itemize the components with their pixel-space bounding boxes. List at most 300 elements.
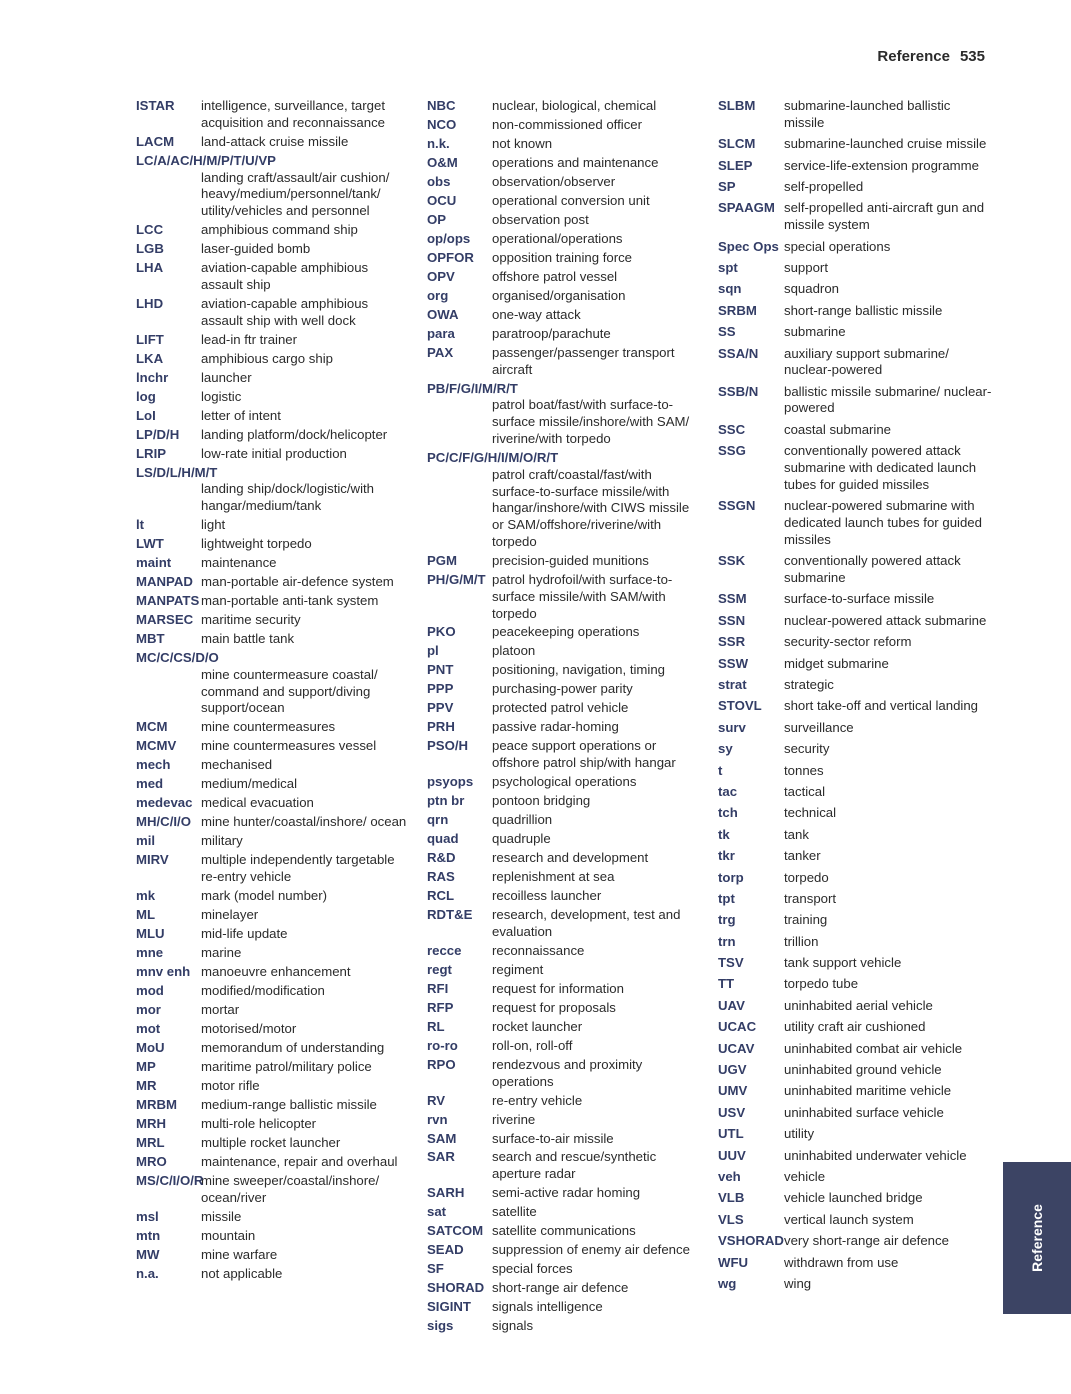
glossary-entry [136,98,411,132]
glossary-entry [136,738,411,755]
glossary-entry [136,964,411,981]
glossary-term: SSM [718,591,747,607]
glossary-definition: opposition training force [492,249,633,265]
glossary-entry [136,446,411,463]
glossary-entry [427,212,702,229]
glossary-term: PC/C/F/G/H/I/M/O/R/T [427,449,559,465]
glossary-term: sy [718,741,733,757]
glossary-definition: auxiliary support submarine/ nuclear-powered [784,345,949,378]
glossary-definition: maintenance [201,555,277,571]
glossary-entry [718,443,993,493]
glossary-entry [718,346,993,380]
glossary-entry [427,136,702,153]
glossary-term: PRH [427,719,455,735]
glossary-entry [718,422,993,439]
glossary-entry [427,793,702,810]
page-number: 535 [959,48,985,65]
glossary-term: SLEP [718,157,753,173]
glossary-term: TT [718,976,735,992]
glossary-term: NBC [427,98,456,113]
glossary-entry [718,1169,993,1186]
glossary-term: PH/G/M/T [427,571,486,587]
glossary-entry [136,222,411,239]
glossary-entry [136,945,411,962]
glossary-entry [136,153,411,220]
glossary-definition: medium/medical [201,776,298,792]
glossary-entry [136,555,411,572]
glossary-definition: peacekeeping operations [492,624,640,640]
glossary-entry [427,888,702,905]
glossary-definition: tonnes [784,762,824,778]
glossary-entry [718,591,993,608]
glossary-term: med [136,776,164,792]
glossary-entry [427,326,702,343]
glossary-entry [136,1021,411,1038]
glossary-definition: operations and maintenance [492,154,659,170]
glossary-entry [136,1097,411,1114]
glossary-term: tch [718,805,738,821]
glossary-term: pl [427,643,439,659]
glossary-term: MW [136,1246,160,1262]
glossary-entry [718,741,993,758]
glossary-term: sat [427,1204,447,1220]
glossary-entry [718,912,993,929]
glossary-term: RFI [427,980,449,996]
glossary-definition: maintenance, repair and overhaul [201,1153,398,1169]
glossary-entry [427,643,702,660]
glossary-entry [136,852,411,886]
glossary-definition: transport [784,890,837,906]
glossary-entry [427,700,702,717]
glossary-definition: aviation-capable amphibious assault ship with well dock [201,295,369,328]
glossary-term: LHA [136,260,164,276]
glossary-entry [136,1247,411,1264]
glossary-entry [427,1280,702,1297]
glossary-entry [136,427,411,444]
glossary-definition: replenishment at sea [492,869,615,885]
glossary-definition: letter of intent [201,407,281,423]
glossary-term: MRO [136,1153,167,1169]
glossary-definition: quadruple [492,831,551,847]
glossary-definition: short-range air defence [492,1280,629,1296]
glossary-definition: self-propelled [784,178,864,194]
glossary-entry [136,1116,411,1133]
glossary-definition: strategic [784,676,834,692]
glossary-term: Spec Ops [718,238,779,254]
glossary-definition: satellite communications [492,1223,636,1239]
glossary-entry [136,536,411,553]
glossary-definition: low-rate initial production [201,445,347,461]
glossary-term: LP/D/H [136,426,180,442]
glossary-definition: surface-to-surface missile [784,591,935,607]
glossary-term: LWT [136,536,164,552]
glossary-entry [427,155,702,172]
glossary-entry [427,553,702,570]
glossary-term: mne [136,945,164,961]
glossary-term: SSR [718,634,746,650]
glossary-entry [718,763,993,780]
glossary-term: spt [718,259,738,275]
glossary-definition: mine sweeper/coastal/inshore/ ocean/river [201,1172,380,1205]
glossary-entry [427,1019,702,1036]
glossary-definition: conventionally powered attack submarine [784,553,961,586]
glossary-entry [718,805,993,822]
glossary-entry [427,738,702,772]
glossary-entry [718,934,993,951]
glossary-term: para [427,325,455,341]
glossary-definition: multiple rocket launcher [201,1134,341,1150]
glossary-term: ISTAR [136,98,175,113]
glossary-entry [718,498,993,548]
glossary-definition: uninhabited underwater vehicle [784,1147,967,1163]
glossary-term: MARSEC [136,612,194,628]
glossary-definition: organised/organisation [492,287,626,303]
glossary-entry [718,1083,993,1100]
glossary-entry [136,814,411,831]
glossary-term: tac [718,783,738,799]
glossary-definition: uninhabited ground vehicle [784,1062,942,1078]
glossary-definition: laser-guided bomb [201,241,311,257]
glossary-entry [136,241,411,258]
glossary-term: PPV [427,700,454,716]
glossary-term: LC/A/AC/H/M/P/T/U/VP [136,152,276,168]
glossary-definition: mine hunter/coastal/inshore/ ocean [201,814,407,830]
glossary-definition: patrol hydrofoil/with surface-to- surface missile/with SAM/with torpedo [492,571,673,621]
glossary-term: PKO [427,624,456,640]
glossary-term: ro-ro [427,1037,458,1053]
glossary-term: tpt [718,890,735,906]
glossary-entry [136,1266,411,1283]
glossary-definition: recoilless launcher [492,888,602,904]
glossary-entry [427,1000,702,1017]
glossary-definition: aviation-capable amphibious assault ship [201,260,369,292]
glossary-definition: protected patrol vehicle [492,700,629,716]
glossary-entry [427,231,702,248]
glossary-definition: psychological operations [492,774,637,790]
glossary-definition: nuclear-powered attack submarine [784,612,987,628]
glossary-entry [427,269,702,286]
glossary-term: VSHORAD [718,1233,784,1249]
glossary-entry [427,288,702,305]
glossary-definition: amphibious cargo ship [201,350,333,366]
glossary-entry [136,593,411,610]
glossary-entry [718,1126,993,1143]
glossary-definition: logistic [201,388,242,404]
glossary-term: WFU [718,1254,749,1270]
glossary-definition: mark (model number) [201,888,328,904]
glossary-entry [718,634,993,651]
glossary-entry [427,1242,702,1259]
glossary-definition: regiment [492,961,544,977]
glossary-entry [718,1190,993,1207]
glossary-definition: coastal submarine [784,421,892,437]
glossary-definition: short-range ballistic missile [784,302,943,318]
glossary-entry [136,370,411,387]
glossary-term: LCC [136,222,164,238]
glossary-entry [427,869,702,886]
glossary-entry [427,1204,702,1221]
glossary-entry [718,870,993,887]
glossary-term: LKA [136,350,164,366]
glossary-entry [718,720,993,737]
glossary-term: PAX [427,344,454,360]
glossary-definition: squadron [784,281,839,297]
glossary-definition: very short-range air defence [784,1233,949,1249]
glossary-entry [427,681,702,698]
glossary-term: MP [136,1058,156,1074]
glossary-term: SSK [718,553,746,569]
glossary-entry [718,698,993,715]
glossary-definition: uninhabited surface vehicle [784,1104,944,1120]
glossary-entry [427,250,702,267]
glossary-definition: paratroop/parachute [492,325,611,341]
glossary-definition: mine warfare [201,1246,278,1262]
glossary-term: MC/C/CS/D/O [136,650,219,666]
glossary-entry [427,1131,702,1148]
glossary-entry [427,1093,702,1110]
glossary-term: qrn [427,812,449,828]
glossary-definition: not applicable [201,1265,283,1281]
glossary-term: SARH [427,1185,465,1201]
glossary-definition: operational/operations [492,230,623,246]
glossary-term: RAS [427,869,455,885]
glossary-term: lt [136,517,145,533]
glossary-term: torp [718,869,744,885]
glossary-definition: landing craft/assault/air cushion/ heavy/medium/personnel/tank/ utility/vehicles and personnel [201,169,390,219]
glossary-definition: security [784,741,830,757]
section-title: Reference [877,48,950,65]
glossary-entry [718,891,993,908]
glossary-definition: search and rescue/synthetic aperture radar [492,1149,657,1182]
glossary-definition: mountain [201,1227,256,1243]
glossary-term: MANPAD [136,574,193,590]
glossary-term: PPP [427,681,454,697]
glossary-entry [136,574,411,591]
glossary-entry [136,1002,411,1019]
glossary-definition: platoon [492,643,536,659]
glossary-term: LRIP [136,445,167,461]
glossary-entry [718,976,993,993]
glossary-definition: motorised/motor [201,1020,297,1036]
glossary-term: UGV [718,1062,747,1078]
glossary-column-3 [718,98,993,1297]
glossary-definition: surface-to-air missile [492,1130,614,1146]
glossary-definition: submarine-launched cruise missile [784,136,987,152]
glossary-term: PNT [427,662,454,678]
glossary-definition: wing [784,1275,812,1291]
glossary-definition: signals intelligence [492,1299,603,1315]
glossary-entry [718,1212,993,1229]
glossary-definition: pontoon bridging [492,793,591,809]
glossary-term: SS [718,324,736,340]
glossary-definition: manoeuvre enhancement [201,964,351,980]
glossary-entry [136,389,411,406]
glossary-term: mot [136,1020,161,1036]
glossary-term: ptn br [427,793,465,809]
glossary-definition: nuclear, biological, chemical [492,98,657,113]
glossary-definition: uninhabited aerial vehicle [784,997,933,1013]
glossary-term: LACM [136,133,175,149]
glossary-definition: purchasing-power parity [492,681,633,697]
glossary-term: maint [136,555,172,571]
glossary-definition: mine countermeasures vessel [201,738,377,754]
glossary-entry [136,833,411,850]
glossary-term: wg [718,1275,737,1291]
glossary-entry [427,1223,702,1240]
glossary-entry [136,776,411,793]
glossary-definition: re-entry vehicle [492,1092,583,1108]
glossary-term: STOVL [718,698,762,714]
glossary-term: mech [136,757,171,773]
glossary-definition: landing ship/dock/logistic/with hangar/medium/tank [201,481,374,514]
glossary-entry [427,1057,702,1091]
glossary-entry [427,943,702,960]
glossary-definition: torpedo [784,869,829,885]
glossary-entry [427,719,702,736]
glossary-term: SSC [718,421,746,437]
glossary-definition: amphibious command ship [201,222,358,238]
glossary-definition: trillion [784,933,819,949]
glossary-term: obs [427,173,451,189]
glossary-term: SATCOM [427,1223,484,1239]
glossary-definition: ballistic missile submarine/ nuclear-powered [784,383,992,416]
glossary-definition: roll-on, roll-off [492,1037,573,1053]
glossary-entry [136,1040,411,1057]
running-header [877,48,985,65]
glossary-term: MIRV [136,852,169,868]
glossary-entry [718,303,993,320]
glossary-entry [136,1173,411,1207]
glossary-term: SAM [427,1130,457,1146]
glossary-entry [136,983,411,1000]
glossary-definition: mid-life update [201,926,288,942]
glossary-term: rvn [427,1111,448,1127]
glossary-term: MR [136,1077,157,1093]
glossary-entry [718,553,993,587]
glossary-term: SHORAD [427,1280,485,1296]
glossary-term: RDT&E [427,907,473,923]
glossary-entry [718,281,993,298]
glossary-term: ML [136,907,156,923]
glossary-term: mtn [136,1227,161,1243]
glossary-term: PSO/H [427,738,469,754]
glossary-entry [427,1299,702,1316]
glossary-term: t [718,762,723,778]
glossary-term: quad [427,831,459,847]
glossary-definition: passive radar-homing [492,719,619,735]
glossary-term: msl [136,1208,159,1224]
glossary-term: trn [718,933,736,949]
glossary-definition: lead-in ftr trainer [201,331,298,347]
glossary-entry [427,1318,702,1335]
glossary-term: trg [718,912,736,928]
glossary-definition: peace support operations or offshore patrol ship/with hangar [492,738,676,771]
glossary-definition: land-attack cruise missile [201,133,349,149]
glossary-entry [136,1135,411,1152]
glossary-term: LoI [136,407,156,423]
glossary-term: RFP [427,999,454,1015]
glossary-entry [718,200,993,234]
glossary-term: op/ops [427,230,471,246]
glossary-definition: support [784,259,828,275]
glossary-term: UAV [718,997,745,1013]
glossary-term: mod [136,983,164,998]
glossary-entry [427,345,702,379]
glossary-term: RCL [427,888,455,904]
glossary-definition: mine countermeasure coastal/ command and support/diving support/ocean [201,666,378,716]
glossary-term: MS/C/I/O/R [136,1172,204,1188]
glossary-entry [427,981,702,998]
glossary-definition: submarine-launched ballistic missile [784,98,951,130]
glossary-entry [136,134,411,151]
glossary-term: SSA/N [718,345,759,361]
glossary-term: n.a. [136,1265,159,1281]
glossary-definition: short take-off and vertical landing [784,698,979,714]
glossary-definition: mortar [201,1001,240,1017]
glossary-entry [718,98,993,132]
glossary-definition: midget submarine [784,655,889,671]
glossary-term: SEAD [427,1242,464,1258]
glossary-term: MANPATS [136,593,200,609]
glossary-entry [427,907,702,941]
glossary-term: SLCM [718,136,756,152]
glossary-definition: special forces [492,1261,573,1277]
side-tab-label: Reference [1029,1204,1045,1272]
glossary-entry [427,962,702,979]
glossary-definition: patrol craft/coastal/fast/with surface-to-surface missile/with hangar/inshore/with CIWS missile or SAM/offshore/riverine/with torpedo [492,466,690,549]
glossary-entry [136,1209,411,1226]
glossary-entry [718,1255,993,1272]
glossary-entry [718,1062,993,1079]
glossary-entry [136,795,411,812]
glossary-definition: mine countermeasures [201,719,336,735]
glossary-term: UMV [718,1083,748,1099]
glossary-definition: one-way attack [492,306,581,322]
glossary-term: tkr [718,848,735,864]
glossary-definition: positioning, navigation, timing [492,662,666,678]
glossary-definition: light [201,517,226,533]
glossary-entry [427,381,702,448]
glossary-term: UCAV [718,1040,755,1056]
glossary-entry [427,662,702,679]
glossary-column-2 [427,98,702,1337]
glossary-definition: minelayer [201,907,259,923]
glossary-definition: uninhabited maritime vehicle [784,1083,952,1099]
glossary-entry [136,757,411,774]
glossary-definition: observation post [492,211,589,227]
glossary-definition: request for information [492,980,624,996]
glossary-definition: security-sector reform [784,634,912,650]
glossary-entry [136,1228,411,1245]
glossary-definition: reconnaissance [492,942,585,958]
glossary-definition: patrol boat/fast/with surface-to- surface missile/inshore/with SAM/ riverine/with torpedo [492,397,690,446]
glossary-definition: passenger/passenger transport aircraft [492,344,675,377]
glossary-definition: special operations [784,238,891,254]
glossary-term: MH/C/I/O [136,814,191,830]
glossary-entry [718,955,993,972]
glossary-term: psyops [427,774,474,790]
glossary-definition: intelligence, surveillance, target acquisition and reconnaissance [201,98,386,130]
glossary-entry [427,98,702,115]
glossary-term: RPO [427,1056,456,1072]
glossary-entry [718,1041,993,1058]
glossary-definition: rocket launcher [492,1018,583,1034]
glossary-term: USV [718,1104,746,1120]
glossary-term: OP [427,211,447,227]
glossary-definition: tank support vehicle [784,955,902,971]
glossary-definition: training [784,912,828,928]
glossary-entry [136,260,411,294]
